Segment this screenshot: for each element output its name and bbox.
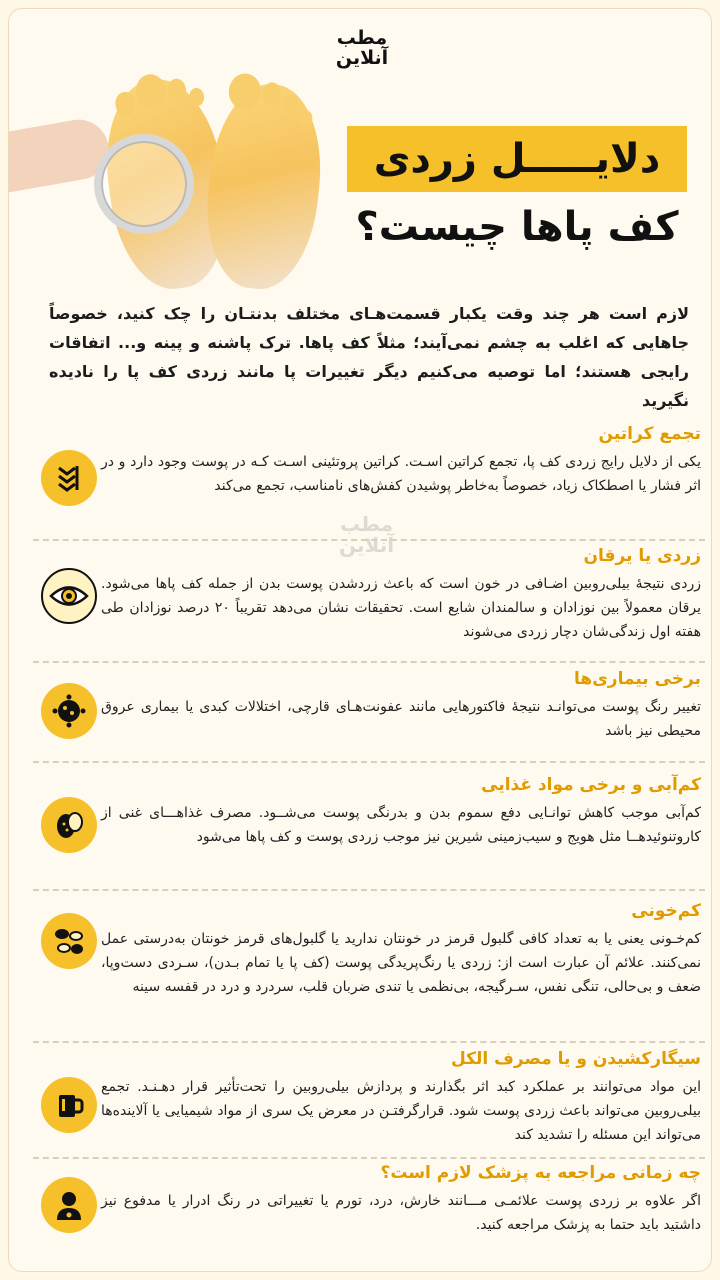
section-body: کم‌آبی موجب کاهش توانـایی دفع سموم بدن و بدرنگی پوست می‌شــود. مصرف غذاهـــای غنی از کاروتنوئیدهــا مثل هویج و سیب‌زمینی شیرین نیز موجب زردی پوست و کف پاها می‌شود (101, 805, 701, 845)
doctor-icon (41, 1177, 97, 1233)
brand-line-1: مطب (336, 27, 388, 49)
page-title-line-2: کف پاها چیست؟ (355, 204, 679, 250)
section-diseases (41, 669, 701, 749)
page-title-line-1: دلایـــــل زردی (347, 126, 687, 192)
infographic-frame (8, 8, 712, 1272)
watermark-line-2: آنلاین (339, 533, 395, 557)
section-dehydration (41, 775, 701, 885)
section-keratin (41, 424, 701, 524)
section-title: کم‌آبی و برخی مواد غذایی (481, 775, 701, 795)
virus-icon (41, 683, 97, 739)
eye-icon (41, 568, 97, 624)
section-body: زردی نتیجۀ بیلی‌روبین اضـافی در خون است که باعث زردشدن پوست بدن از جمله کف پاها می‌شود. یرقان معمولاً بین نوزادان و سالمندان شایع است. تحقیقات نشان می‌دهد تقریباً ۲۰ درصد نوزادان طی هفته اول زندگی‌شان دچار زردی می‌شوند (101, 576, 701, 640)
divider (33, 661, 705, 663)
keratin-icon (41, 450, 97, 506)
right-sole-image (199, 79, 330, 294)
brand-logo (327, 29, 397, 69)
section-smoking-alcohol (41, 1049, 701, 1149)
section-jaundice (41, 546, 701, 656)
section-anemia (41, 901, 701, 1036)
intro-paragraph: لازم است هر چند وقت یکبار قسمت‌هـای مختلف بدنتـان را چک کنید، خصوصاً جاهایی که اغلب به چشم نمی‌آیند؛ مثلاً کف پاها. ترک پاشنه و پینه و... اتفاقات رایجی هستند؛ اما توصیه می‌کنیم دیگر تغییرات پا مانند زردی کف پا را نادیده نگیرید (49, 304, 689, 410)
section-title: چه زمانی مراجعه به پزشک لازم است؟ (380, 1163, 701, 1183)
divider (33, 1157, 705, 1159)
section-body: کم‌خـونی یعنی یا به تعداد کافی گلبول قرمز در خونتان ندارید یا گلبول‌های قرمز خونتان به‌درستی عمل نمی‌کنند. علائم آن عبارت است از: زردی یا رنگ‌پریدگی پوست (کف پا یا تمام بـدن)، سـردی دست‌وپا، ضعف و بی‌حالی، تنگی نفس، سـرگیجه، بی‌نظمی یا تندی ضربان قلب، سردرد و درد در قفسه سینه (101, 931, 701, 995)
section-title: سیگارکشیدن و یا مصرف الکل (450, 1049, 701, 1069)
food-icon (41, 797, 97, 853)
divider (33, 539, 705, 541)
divider (33, 889, 705, 891)
watermark-line-1: مطب (340, 512, 394, 536)
brand-line-2: آنلاین (335, 46, 389, 69)
drink-icon (41, 1077, 97, 1133)
blood-cells-icon (41, 913, 97, 969)
divider (33, 1041, 705, 1043)
section-body: یکی از دلایل رایج زردی کف پا، تجمع کراتین اسـت. کراتین پروتئینی اسـت کـه در پوست وجود دارد و در اثر فشار یا اصطکاک زیاد، خصوصاً به‌خاطر پوشیدن کفش‌های نامناسب، تجمع می‌کند (101, 454, 701, 494)
section-title: کم‌خونی (631, 901, 701, 921)
section-body: این مواد می‌توانند بر عملکرد کبد اثر بگذارند و پردازش بیلی‌روبین را تحت‌تأثیر قرار دهـنـد. تجمع بیلی‌روبین می‌تواند باعث زردی پوست شود. قرارگرفتـن در معرض یک سری از مواد شیمیایی یا آلاینده‌ها می‌تواند این مسئله را تشدید کند (101, 1079, 701, 1143)
section-title: برخی بیماری‌ها (574, 669, 701, 689)
section-body: تغییر رنگ پوست می‌توانـد نتیجۀ فاکتورهایی مانند عفونت‌هـای قارچی، اختلالات کبدی یا بیماری عروق محیطی نیز باشد (101, 699, 701, 739)
hero-illustration (9, 9, 712, 294)
section-title: تجمع کراتین (598, 424, 701, 444)
section-when-to-see-doctor (41, 1163, 701, 1253)
divider (33, 761, 705, 763)
magnifier-icon (94, 134, 194, 234)
section-body: اگر علاوه بر زردی پوست علائمـی مـــانند خارش، درد، تورم یا تغییراتی در رنگ ادرار یا مدفوع نیز داشتید باید حتما به پزشک مراجعه کنید. (101, 1193, 701, 1233)
section-title: زردی یا یرقان (583, 546, 701, 566)
